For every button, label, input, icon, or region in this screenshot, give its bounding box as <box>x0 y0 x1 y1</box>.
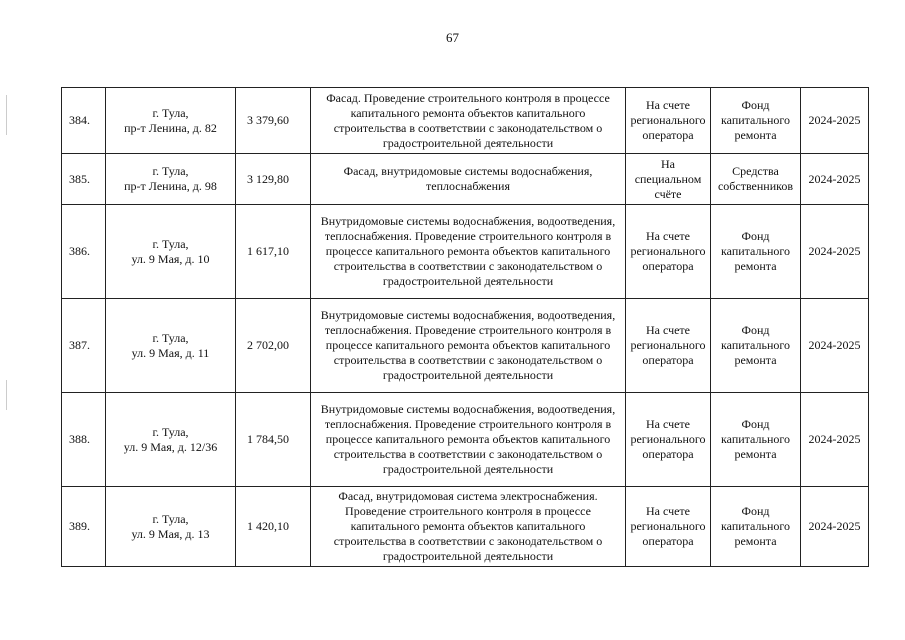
funding-source-cell: Фонд капитального ремонта <box>711 205 801 299</box>
address-cell <box>106 299 236 393</box>
period-cell: 2024-2025 <box>801 88 869 154</box>
page-number: 67 <box>446 30 459 45</box>
works-description: Внутридомовые системы водоснабжения, водоотведения, теплоснабжения. Проведение строительного контроля в процессе капитального ремонта объектов капитального строительства в соответствии с законодательством о градостроительной деятельности <box>311 299 626 393</box>
address-city: г. Тула, <box>152 164 189 178</box>
works-description: Фасад, внутридомовые системы водоснабжения, теплоснабжения <box>311 154 626 205</box>
amount-cell: 3 379,60 <box>236 88 311 154</box>
fund-account-cell: На счете регионального оператора <box>626 299 711 393</box>
address-city: г. Тула, <box>152 105 189 120</box>
works-description: Фасад, внутридомовая система электроснабжения. Проведение строительного контроля в процессе капитального ремонта объектов капитального строительства в соответствии с законодательством о градостроительной деятельности <box>311 487 626 567</box>
address-street: пр-т Ленина, д. 82 <box>124 120 217 135</box>
table-row <box>62 393 869 487</box>
address-street: ул. 9 Мая, д. 10 <box>131 251 210 266</box>
funding-source-cell: Средства собственников <box>711 154 801 205</box>
address-city: г. Тула, <box>152 330 189 345</box>
table-row <box>62 299 869 393</box>
table-row <box>62 205 869 299</box>
address-cell <box>106 154 236 205</box>
address-cell <box>106 88 236 154</box>
row-number: 388. <box>62 393 106 487</box>
period-cell: 2024-2025 <box>801 299 869 393</box>
period-cell: 2024-2025 <box>801 487 869 567</box>
period-cell: 2024-2025 <box>801 393 869 487</box>
table-row <box>62 154 869 205</box>
fund-account-cell: На счете регионального оператора <box>626 487 711 567</box>
address-cell <box>106 487 236 567</box>
period-cell: 2024-2025 <box>801 205 869 299</box>
fund-account-cell: На специальном счёте <box>626 154 711 205</box>
funding-source-cell: Фонд капитального ремонта <box>711 299 801 393</box>
period-cell: 2024-2025 <box>801 154 869 205</box>
scan-edge-mark <box>6 95 7 135</box>
amount-cell: 1 784,50 <box>236 393 311 487</box>
works-description: Внутридомовые системы водоснабжения, водоотведения, теплоснабжения. Проведение строительного контроля в процессе капитального ремонта объектов капитального строительства в соответствии с законодательством о градостроительной деятельности <box>311 393 626 487</box>
fund-account-cell: На счете регионального оператора <box>626 393 711 487</box>
address-cell <box>106 205 236 299</box>
amount-cell: 2 702,00 <box>236 299 311 393</box>
amount-cell: 1 420,10 <box>236 487 311 567</box>
fund-account-cell: На счете регионального оператора <box>626 205 711 299</box>
funding-source-cell: Фонд капитального ремонта <box>711 487 801 567</box>
address-city: г. Тула, <box>152 236 189 251</box>
address-cell <box>106 393 236 487</box>
row-number: 387. <box>62 299 106 393</box>
row-number: 389. <box>62 487 106 567</box>
funding-source-cell: Фонд капитального ремонта <box>711 393 801 487</box>
amount-cell: 1 617,10 <box>236 205 311 299</box>
fund-account-cell: На счете регионального оператора <box>626 88 711 154</box>
scan-edge-mark <box>6 380 7 410</box>
row-number: 386. <box>62 205 106 299</box>
row-number: 384. <box>62 88 106 154</box>
row-number: 385. <box>62 154 106 205</box>
table-row <box>62 88 869 154</box>
address-street: ул. 9 Мая, д. 12/36 <box>123 439 218 454</box>
table-row <box>62 487 869 567</box>
capital-repair-table <box>61 87 869 567</box>
address-city: г. Тула, <box>152 424 189 439</box>
amount-cell: 3 129,80 <box>236 154 311 205</box>
address-street: пр-т Ленина, д. 98 <box>124 179 217 193</box>
address-street: ул. 9 Мая, д. 13 <box>131 526 210 541</box>
funding-source-cell: Фонд капитального ремонта <box>711 88 801 154</box>
address-city: г. Тула, <box>152 511 189 526</box>
works-description: Внутридомовые системы водоснабжения, водоотведения, теплоснабжения. Проведение строительного контроля в процессе капитального ремонта объектов капитального строительства в соответствии с законодательством о градостроительной деятельности <box>311 205 626 299</box>
address-street: ул. 9 Мая, д. 11 <box>131 345 210 360</box>
works-description: Фасад. Проведение строительного контроля в процессе капитального ремонта объектов капитального строительства в соответствии с законодательством о градостроительной деятельности <box>311 88 626 154</box>
